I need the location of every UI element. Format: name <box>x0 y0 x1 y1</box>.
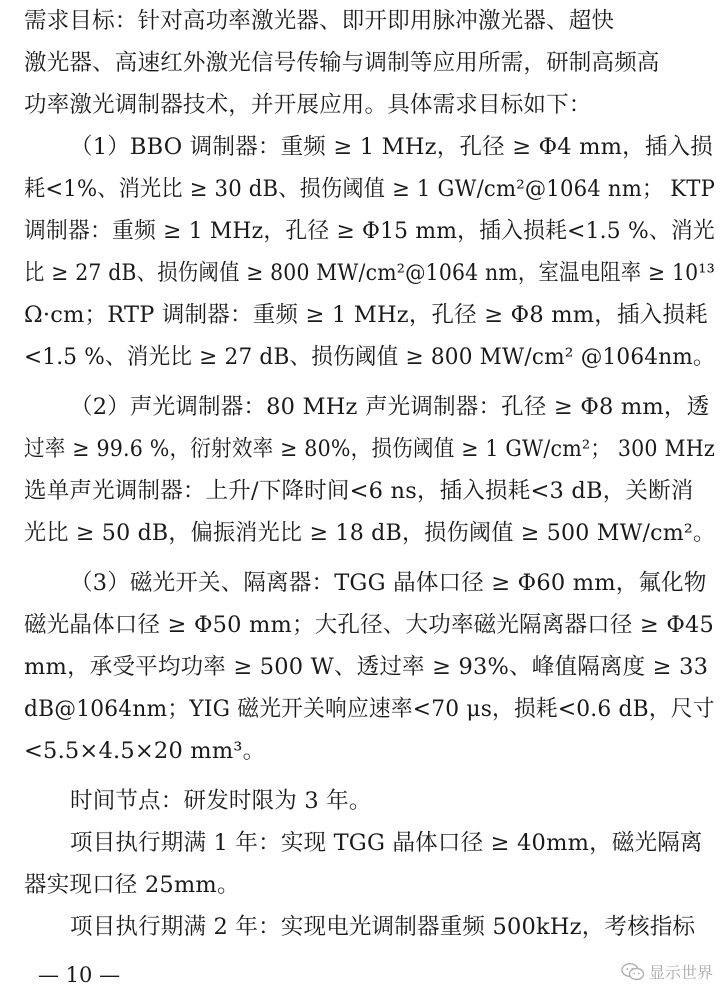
text-line: Ω·cm；RTP 调制器：重频 ≥ 1 MHz，孔径 ≥ Φ8 mm，插入损耗 <box>24 302 708 328</box>
text-line: mm，承受平均功率 ≥ 500 W、透过率 ≥ 93%、峰值隔离度 ≥ 33 <box>24 654 709 680</box>
text-line: （3）磁光开关、隔离器：TGG 晶体口径 ≥ Φ60 mm，氟化物 <box>70 570 707 596</box>
page-number: — 10 — <box>38 963 121 987</box>
text-line: 激光器、高速红外激光信号传输与调制等应用所需，研制高频高 <box>24 50 660 76</box>
watermark <box>621 960 713 983</box>
text-line: 光比 ≥ 50 dB，偏振消光比 ≥ 18 dB，损伤阈值 ≥ 500 MW/cm²。 <box>24 520 716 546</box>
text-line: 选单声光调制器：上升/下降时间<6 ns，插入损耗<3 dB，关断消 <box>24 478 694 504</box>
text-line: 需求目标：针对高功率激光器、即开即用脉冲激光器、超快 <box>24 8 615 34</box>
text-line: 调制器：重频 ≥ 1 MHz，孔径 ≥ Φ15 mm，插入损耗<1.5 %、消光 <box>24 218 715 244</box>
text-line: dB@1064nm；YIG 磁光开关响应速率<70 μs，损耗<0.6 dB，尺寸 <box>24 696 715 722</box>
text-line: 器实现口径 25mm。 <box>24 872 240 898</box>
text-line: 项目执行期满 2 年：实现电光调制器重频 500kHz，考核指标 <box>70 914 696 940</box>
text-line: 时间节点：研发时限为 3 年。 <box>70 788 372 814</box>
text-line: （2）声光调制器：80 MHz 声光调制器：孔径 ≥ Φ8 mm，透 <box>70 394 710 420</box>
text-line: 磁光晶体口径 ≥ Φ50 mm；大孔径、大功率磁光隔离器口径 ≥ Φ45 <box>24 612 714 638</box>
watermark-text: 显示世界 <box>648 963 713 982</box>
text-line: （1）BBO 调制器：重频 ≥ 1 MHz，孔径 ≥ Φ4 mm，插入损 <box>70 134 713 160</box>
text-line: 功率激光调制器技术，并开展应用。具体需求目标如下： <box>24 92 592 118</box>
text-line: 比 ≥ 27 dB、损伤阈值 ≥ 800 MW/cm²@1064 nm，室温电阻率 ≥ 10¹³ <box>24 260 715 286</box>
text-line: <5.5×4.5×20 mm³。 <box>24 738 266 764</box>
text-line: 耗<1%、消光比 ≥ 30 dB、损伤阈值 ≥ 1 GW/cm²@1064 nm； KTP <box>24 176 716 202</box>
text-line: 过率 ≥ 99.6 %，衍射效率 ≥ 80%，损伤阈值 ≥ 1 GW/cm²； 300 MHz <box>24 436 715 462</box>
text-line: 项目执行期满 1 年：实现 TGG 晶体口径 ≥ 40mm，磁光隔离 <box>70 830 703 856</box>
text-line: <1.5 %、消光比 ≥ 27 dB、损伤阈值 ≥ 800 MW/cm² @1064nm。 <box>24 344 715 370</box>
wechat-icon <box>621 963 645 981</box>
